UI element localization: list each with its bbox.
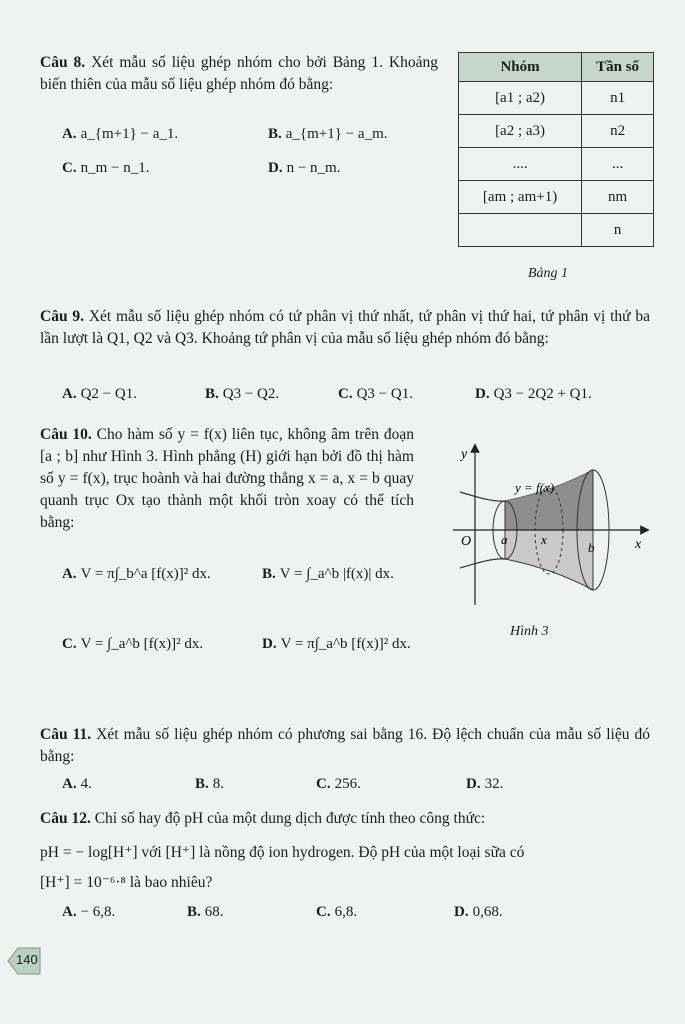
q10-option-d[interactable]: D. V = π∫_a^b [f(x)]² dx. [262, 636, 411, 652]
table-cell: ... [582, 148, 654, 181]
table-cell [459, 214, 582, 247]
table-row [459, 82, 654, 115]
tick-x-label: x [541, 532, 547, 547]
q9-option-a[interactable]: A. Q2 − Q1. [62, 386, 137, 402]
figure-hinh-3 [445, 440, 665, 620]
tick-a-label: a [501, 532, 508, 547]
table-cell: [am ; am+1) [459, 181, 582, 214]
q8-option-b[interactable]: B. a_{m+1} − a_m. [268, 126, 388, 142]
table-row-total [459, 214, 654, 247]
table-cell: [a2 ; a3) [459, 115, 582, 148]
q12-line-3: [H⁺] = 10⁻⁶·⁸ là bao nhiêu? [40, 874, 213, 891]
table-cell: .... [459, 148, 582, 181]
q11-text: Câu 11. Xét mẫu số liệu ghép nhóm có phương sai bằng 16. Độ lệch chuẩn của mẫu số liệu đó bằng: [40, 726, 650, 765]
table-cell: [a1 ; a2) [459, 82, 582, 115]
q12-option-c[interactable]: C. 6,8. [316, 904, 358, 920]
x-axis-label: x [635, 537, 642, 552]
q9-option-b[interactable]: B. Q3 − Q2. [205, 386, 280, 402]
q9-option-d[interactable]: D. Q3 − 2Q2 + Q1. [475, 386, 592, 402]
y-axis-label: y [461, 447, 468, 462]
tick-b-label: b [588, 540, 595, 555]
q9-option-c[interactable]: C. Q3 − Q1. [338, 386, 413, 402]
q8-text: Câu 8. Xét mẫu số liệu ghép nhóm cho bởi Bảng 1. Khoảng biến thiên của mẫu số liệu ghép nhóm đó bằng: [40, 54, 438, 93]
figure-caption: Hình 3 [510, 624, 549, 639]
table-row [459, 148, 654, 181]
q12-option-b[interactable]: B. 68. [187, 904, 224, 920]
table-header-row [459, 53, 654, 82]
q12-line-2: pH = − log[H⁺] với [H⁺] là nồng độ ion hydrogen. Độ pH của một loại sữa có [40, 844, 525, 861]
q10-option-b[interactable]: B. V = ∫_a^b |f(x)| dx. [262, 566, 394, 582]
table-cell: n [582, 214, 654, 247]
q11-option-b[interactable]: B. 8. [195, 776, 225, 792]
curve-mirror [460, 559, 505, 568]
table-row [459, 181, 654, 214]
shaded-region [505, 470, 593, 530]
page-number: 140 [16, 952, 38, 967]
q9-text: Câu 9. Xét mẫu số liệu ghép nhóm có tứ phân vị thứ nhất, tứ phân vị thứ hai, tứ phân vị thứ ba lần lượt là Q1, Q2 và Q3. Khoảng tứ phân vị của mẫu số liệu ghép nhóm đó bằng: [40, 308, 650, 347]
q12-line-1: Câu 12. Chỉ số hay độ pH của một dung dịch được tính theo công thức: [40, 810, 486, 827]
curve-label: y = f(x) [515, 480, 555, 495]
q10-text: Câu 10. Cho hàm số y = f(x) liên tục, không âm trên đoạn [a ; b] như Hình 3. Hình phẳng (H) giới hạn bởi đồ thị hàm số y = f(x), trục hoành và hai đường thẳng x = a, x = b quay quanh trục Ox tạo thành một khối tròn xoay có thể tích bằng: [40, 426, 415, 531]
q8-option-d[interactable]: D. n − n_m. [268, 160, 341, 176]
frequency-table [458, 52, 654, 247]
table-row [459, 115, 654, 148]
table-cell: n1 [582, 82, 654, 115]
table-header-group: Nhóm [459, 53, 582, 82]
table-header-frequency: Tần số [582, 53, 654, 82]
table-cell: nm [582, 181, 654, 214]
table-cell: n2 [582, 115, 654, 148]
q12-option-d[interactable]: D. 0,68. [454, 904, 503, 920]
curve-f [460, 492, 505, 501]
q11-option-d[interactable]: D. 32. [466, 776, 504, 792]
q12-option-a[interactable]: A. − 6,8. [62, 904, 116, 920]
q11-option-a[interactable]: A. 4. [62, 776, 92, 792]
q10-option-a[interactable]: A. V = π∫_b^a [f(x)]² dx. [62, 566, 211, 582]
q8-option-c[interactable]: C. n_m − n_1. [62, 160, 150, 176]
q8-option-a[interactable]: A. a_{m+1} − a_1. [62, 126, 179, 142]
q10-option-c[interactable]: C. V = ∫_a^b [f(x)]² dx. [62, 636, 204, 652]
origin-label: O [461, 534, 472, 549]
q11-option-c[interactable]: C. 256. [316, 776, 361, 792]
table-caption: Bảng 1 [528, 266, 569, 281]
